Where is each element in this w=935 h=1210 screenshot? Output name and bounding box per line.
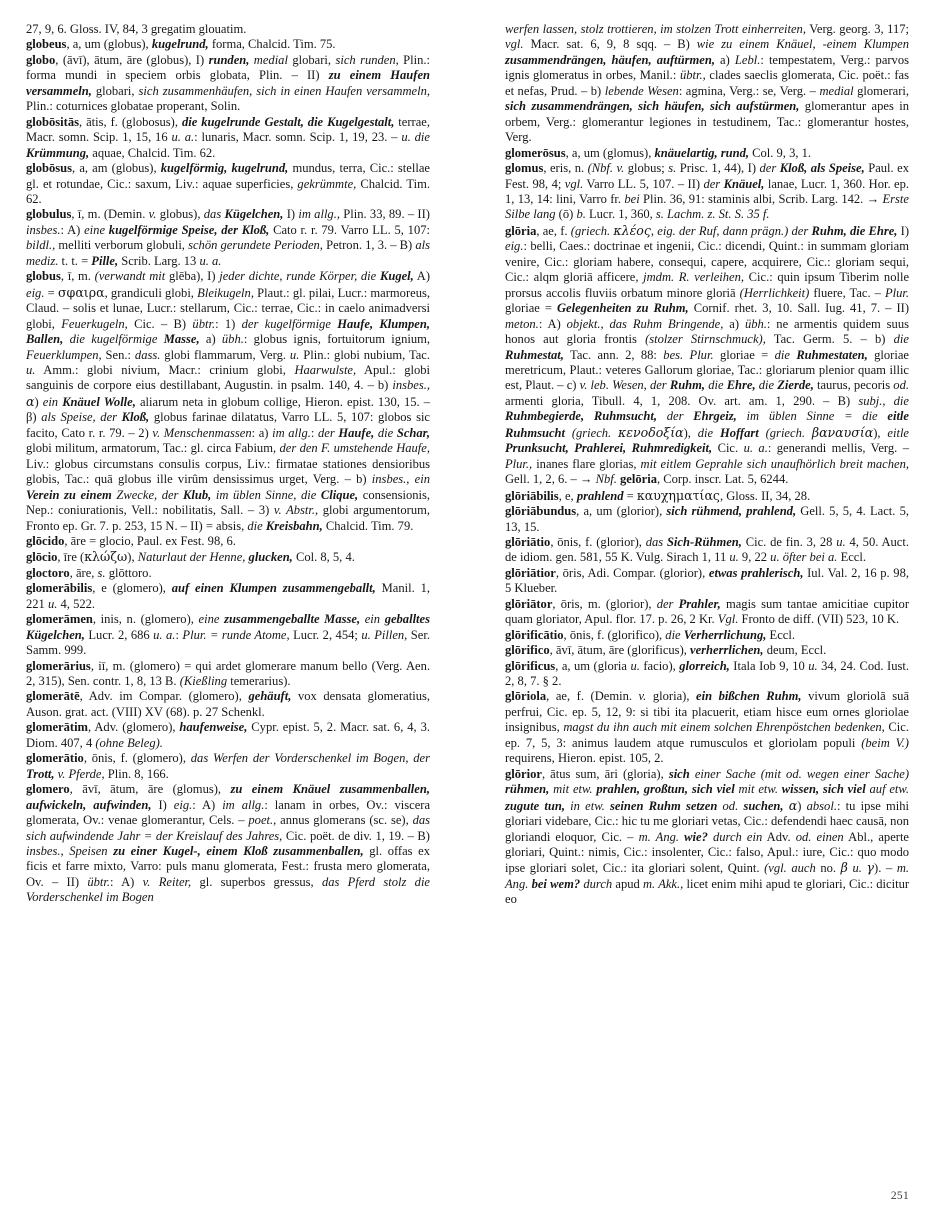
entry-glomerabilis: glomerābilis, e (glomero), auf einen Klumpen zusammengeballt, Manil. 1, 221 u. 4, 522. [26, 581, 431, 611]
entry-gloriatior: glōriātior, ōris, Adi. Compar. (glorior), etwas prahlerisch, Iul. Val. 2, 16 p. 98, 5 Klueber. [505, 565, 909, 596]
entry-gloriola: glōriola, ae, f. (Demin. v. gloria), ein bißchen Ruhm, vivum gloriolā suā perfrui, Cic. ep. 5, 12, 9: si tibi ita placuerit, etiam hisce eum ornes gloriolae insignibus, magst du ihn auch mit einem solchen Ehrenpöstchen bedenken, Cic. ep. 7, 5, 3: animus laudem atque rumusculos et gloriolam populi (beim V.) requirens, Hieron. epist. 105, 2. [505, 689, 910, 766]
entry-globulus: globulus, ī, m. (Demin. v. globus), das Kügelchen, I) im allg., Plin. 33, 89. – II) insbes.: A) eine kugelförmige Speise, der Kloß, Cato r. r. 79. Varro LL. 5, 107: bildl., melliti verborum globuli, schön gerundete Perioden, Petron. 1, 3. – B) als mediz. t. t. = Pille, Scrib. Larg. 13 u. a. [26, 207, 431, 268]
entry-globosus: globōsus, a, am (globus), kugelförmig, kugelrund, mundus, terra, Cic.: stellae gl. et rotundae, Cic.: saxum, Liv.: aquae superficies, gekrümmte, Chalcid. Tim. 62. [26, 161, 430, 206]
entry-glomero-cont: werfen lassen, stolz trottieren, im stolzen Trott einherreiten, Verg. georg. 3, 117; vgl. Macr. sat. 6, 9, 8 sqq. – B) wie zu einem Knäuel, -einem Klumpen zusammendrängen, häufen, auftürmen, a) Lebl.: tempestatem, Verg.: parvos ignis glomeratus in orbes, Manil.: übtr., clades saeclis glomerata, Cic. poët.: fas et nefas, Prud. – b) lebende Wesen: agmina, Verg.: se, Verg. – medial glomerari, sich zusammendrängen, sich häufen, sich aufstürmen, glomerantur apes in orbem, Verg.: glomerantur legiones in testudinem, Tac.: glomerantur hostes, Verg. [505, 22, 910, 145]
entry-glocido: glōcido, āre = glocio, Paul. ex Fest. 98, 6. [26, 533, 236, 548]
entry-glorior: glōrior, ātus sum, āri (gloria), sich einer Sache (mit od. wegen einer Sache) rühmen, mit etw. prahlen, großtun, sich viel mit etw. wissen, sich viel auf etw. zugute tun, in etw. seinen Ruhm setzen od. suchen, α) absol.: tu ipse mihi gloriari videbare, Cic.: hic tu me gloriari vetas, Cic.: defendendi haec causā, non gloriandi eloquor, Cic. – m. Ang. wie? durch ein Adv. od. einen Abl., aperte gloriari, Quint.: nimis, Cic.: insolenter, Cic.: falso, Apul.: iure, Cic.: quo modo ipse gloriari solet, Cic.: ita gloriari solent, Quint. (vgl. auch no. β u. γ). – m. Ang. bei wem? durch apud m. Akk., licet enim mihi apud te gloriari, Cic.: dicitur eo [505, 766, 910, 907]
two-column-layout [26, 22, 909, 1172]
entry-glomerarius: glomerārius, iī, m. (glomero) = qui ardet glomerare manum bello (Verg. Aen. 2, 315), Sen. contr. 1, 8, 13 B. (Kießling temerarius). [26, 658, 430, 689]
right-text-column [505, 22, 909, 908]
entry-gloria: glōria, ae, f. (griech. κλέος, eig. der Ruf, dann prägn.) der Ruhm, die Ehre, I) eig.: belli, Caes.: doctrinae et ingenii, Cic.: dicendi, Quint.: in summam gloriam venire, Cic.: gloriam habere, consequi, capere, acquirere, Cic.: gloriam sequi, Cic.: alqm gloriā afficere, jmdm. R. verleihen, Cic.: quin ipsum Tiberim nolle prorsus accolis fluviis orbatum minore gloriā (Herrlichkeit) fluere, Tac. – Plur. gloriae = Gelegenheiten zu Ruhm, Cornif. rhet. 3, 10. Sall. Iug. 41, 7. – II) meton.: A) objekt., das Ruhm Bringende, a) übh.: ne armentis quidem suus honos aut gloria frontis (stolzer Stirnschmuck), Tac. Germ. 5. – b) die Ruhmestat, Tac. ann. 2, 88: bes. Plur. gloriae = die Ruhmestaten, gloriae meretricum, Plaut.: veteres Gallorum gloriae, Tac.: gloriarum plenior quam illic est, Plaut. – c) v. leb. Wesen, der Ruhm, die Ehre, die Zierde, taurus, pecoris od. armenti gloria, Tibull. 4, 1, 208. Ov. art. am. 1, 290. – B) subj., die Ruhmbegierde, Ruhmsucht, der Ehrgeiz, im üblen Sinne = die eitle Ruhmsucht (griech. κενοδοξία), die Hoffart (griech. βαναυσία), eitle Prunksucht, Prahlerei, Ruhmredigkeit, Cic. u. a.: generandi mellis, Verg. – Plur., inanes flare glorias, mit eitlem Geprahle sich unaufhörlich breit machen, Gell. 1, 2, 6. – → Nbf. gelōria, Corp. inscr. Lat. 5, 6244. [505, 222, 910, 487]
entry-glomeramen: glomerāmen, inis, n. (glomero), eine zusammengeballte Masse, ein geballtes Kügelchen, Lucr. 2, 686 u. a.: Plur. = runde Atome, Lucr. 2, 454; u. Pillen, Ser. Samm. 999. [26, 612, 430, 658]
entry-glomeratio: glomerātio, ōnis, f. (glomero), das Werfen der Vorderschenkel im Bogen, der Trott, v. Pferde, Plin. 8, 166. [26, 751, 430, 781]
left-text-column [26, 22, 430, 906]
entry-glorifico: glōrifico, āvī, ātum, āre (glorificus), verherrlichen, deum, Eccl. [505, 643, 827, 658]
entry-glorificatio: glōrificātio, ōnis, f. (glorifico), die Verherrlichung, Eccl. [505, 627, 795, 642]
entry-globeus: globeus, a, um (globus), kugelrund, forma, Chalcid. Tim. 75. [26, 37, 336, 52]
entry-gloriabundus: glōriābundus, a, um (glorior), sich rühmend, prahlend, Gell. 5, 5, 4. Lact. 5, 13, 15. [505, 504, 909, 534]
entry-gloriator: glōriātor, ōris, m. (glorior), der Prahler, magis sum tantae amicitiae cupitor quam gloriator, Apul. flor. 17. p. 26, 2 Kr. Vgl. Fronto de diff. (VII) 523, 10 K. [505, 596, 909, 627]
entry-globo: globo, (āvī), ātum, āre (globus), I) runden, medial globari, sich runden, Plin.: forma mundi in speciem orbis globata, Plin. – II) zu einem Haufen versammeln, globari, sich zusammenhäufen, sich in einen Haufen versammeln, Plin.: coturnices globatae properant, Solin. [26, 52, 431, 114]
entry-glorificus: glōrificus, a, um (gloria u. facio), glorreich, Itala Iob 9, 10 u. 34, 24. Cod. Iust. 2, 8, 7. § 2. [505, 658, 909, 689]
entry-glomero: glomero, āvī, ātum, āre (glomus), zu einem Knäuel zusammenballen, aufwickeln, aufwinden, I) eig.: A) im allg.: lanam in orbes, Ov.: viscera glomerata, Ov.: venae glomerantur, Cels. – poet., annus glomerans (sc. se), das sich aufwindende Jahr = der Kreislauf des Jahres, Cic. poët. de div. 1, 19. – B) insbes., Speisen zu einer Kugel-, einem Kloß zusammenballen, gl. offas ex ficis et farre mixto, Varro: puls manu glomerata, Fest.: frusta mero glomerata, Ov. – II) übtr.: A) v. Reiter, gl. superbos gressus, das Pferd stolz die Vorderschenkel im Bogen [26, 782, 431, 905]
entry-globositas: globōsitās, ātis, f. (globosus), die kugelrunde Gestalt, die Kugelgestalt, terrae, Macr. somn. Scip. 1, 15, 16 u. a.: lunaris, Macr. somn. Scip. 1, 19, 23. – u. die Krümmung, aquae, Chalcid. Tim. 62. [26, 114, 430, 160]
entry-gloriabilis: glōriābilis, e, prahlend = καυχηματίας, Gloss. II, 34, 28. [505, 487, 811, 503]
entry-glomeratim: glomerātim, Adv. (glomero), haufenweise, Cypr. epist. 5, 2. Macr. sat. 6, 4, 3. Diom. 407, 4 (ohne Beleg). [26, 720, 430, 750]
entry-gloctoro: gloctoro, āre, s. glōttoro. [26, 565, 152, 580]
page-number: 251 [890, 1190, 909, 1202]
entry-carryover-gregatim: 27, 9, 6. Gloss. IV, 84, 3 gregatim glouatim. [26, 22, 247, 36]
entry-glomerosus: glomerōsus, a, um (glomus), knäuelartig, rund, Col. 9, 3, 1. [505, 145, 812, 160]
entry-glocio: glōcio, īre (κλώζω), Naturlaut der Henne, glucken, Col. 8, 5, 4. [26, 549, 355, 565]
entry-globus: globus, ī, m. (verwandt mit glēba), I) jeder dichte, runde Körper, die Kugel, A) eig. = σφαιρα, grandiculi globi, Bleikugeln, Plaut.: gl. pilai, Lucr.: marmoreus, Claud. – solis et lunae, Lucr.: stellarum, Cic.: terrae, Cic.: in caelo animadversi globi, Feuerkugeln, Cic. – B) übtr.: 1) der kugelförmige Haufe, Klumpen, Ballen, die kugelförmige Masse, a) übh.: globus ignis, fortuitorum ignium, Feuerklumpen, Sen.: dass. globi flammarum, Verg. u. Plin.: globi nubium, Tac. u. Amm.: globi nivium, Macr.: crinium globi, Haarwulste, Apul.: globi sanguinis de corpore eius destillabant, Augustin. in psalm. 140, 4. – b) insbes., α) ein Knäuel Wolle, aliarum neta in globum collige, Hieron. epist. 130, 15. – β) als Speise, der Kloß, globus farinae dilatatus, Varro LL. 5, 107: globos sic facito, Cato r. r. 79. – 2) v. Menschenmassen: a) im allg.: der Haufe, die Schar, globi militum, armatorum, Tac.: gl. circa Fabium, der den F. umstehende Haufe, Liv.: globus circumstans consulis corpus, Liv.: firmatae stationes densioribus globis, Tac.: quā globus ille virûm densissimus urget, Verg. – b) insbes., ein Verein zu einem Zwecke, der Klub, im üblen Sinne, die Clique, consensionis, Nep.: coniurationis, Vell.: nobilitatis, Sall. – 3) v. Abstr., globi argumentorum, Fronto ep. Gr. 7. p. 253, 15 N. – II) = absis, die Kreisbahn, Chalcid. Tim. 79. [26, 269, 431, 533]
entry-glomus: glomus, eris, n. (Nbf. v. globus; s. Prisc. 1, 44), I) der Kloß, als Speise, Paul. ex Fest. 98, 4; vgl. Varro LL. 5, 107. – II) der Knäuel, lanae, Lucr. 1, 360. Hor. ep. 1, 13, 14: lini, Varro fr. bei Plin. 36, 91: staminis albi, Scrib. Larg. 142. → Erste Silbe lang (ō) b. Lucr. 1, 360, s. Lachm. z. St. S. 35 f. [505, 161, 909, 222]
entry-glomerate: glomerātē, Adv. im Compar. (glomero), gehäuft, vox densata glomeratius, Auson. grat. act. (VIII) XV (68). p. 27 Schenkl. [26, 689, 430, 719]
entry-gloriatio: glōriātio, ōnis, f. (glorior), das Sich-Rühmen, Cic. de fin. 3, 28 u. 4, 50. Auct. de idiom. gen. 581, 55 K. Vulg. Sirach 1, 11 u. 9, 22 u. öfter bei a. Eccl. [505, 534, 909, 565]
